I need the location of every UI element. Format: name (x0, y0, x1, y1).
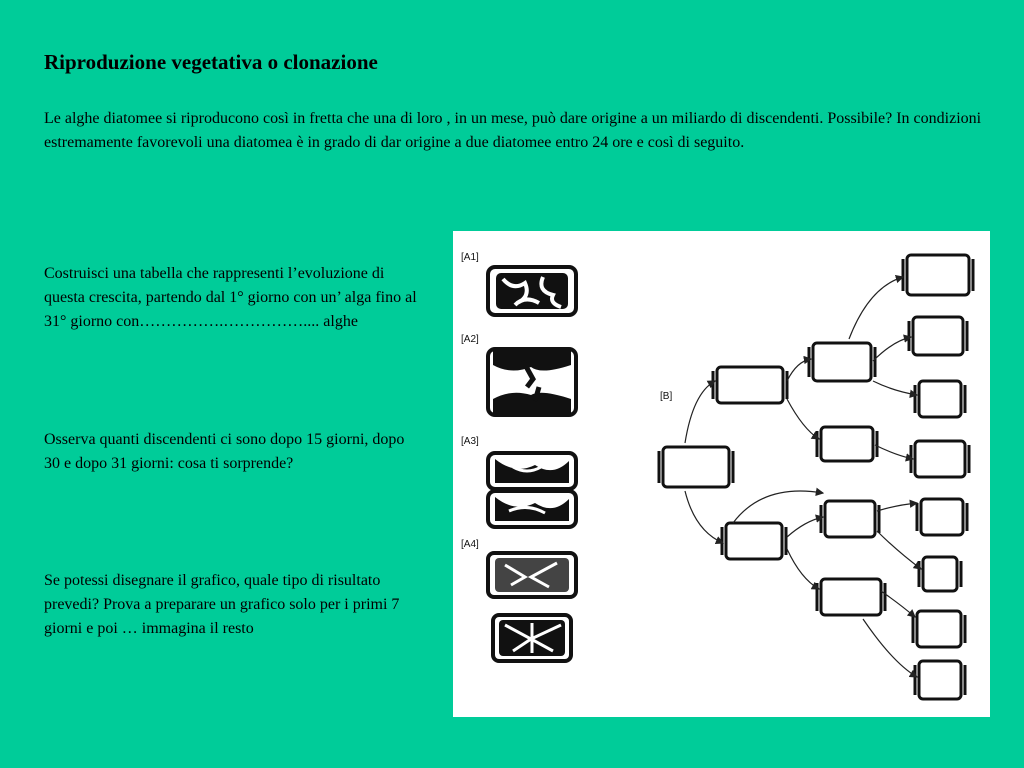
diatom-division-figure (453, 231, 990, 717)
diatom-a1-icon (488, 267, 576, 315)
division-tree-diagram (659, 255, 973, 699)
task-count-paragraph: Osserva quanti discendenti ci sono dopo 15 giorni, dopo 30 e dopo 31 giorni: cosa ti sorprende? (44, 431, 405, 472)
label-b: [B] (660, 391, 673, 402)
label-a2: [A2] (461, 334, 479, 345)
slide-title: Riproduzione vegetativa o clonazione (44, 50, 378, 74)
task-graph-paragraph: Se potessi disegnare il grafico, quale tipo di risultato prevedi? Prova a preparare un grafico solo per i primi 7 giorni e poi … immagina il resto (44, 572, 400, 637)
label-a3: [A3] (461, 436, 479, 447)
intro-paragraph: Le alghe diatomee si riproducono così in fretta che una di loro , in un mese, può dare origine a un miliardo di discendenti. Possibile? In condizioni estremamente favorevoli una diatomea è in grado di dar origine a due diatomee entro 24 ore e così di seguito. (44, 110, 982, 151)
task-table-paragraph: Costruisci una tabella che rappresenti l’evoluzione di questa crescita, partendo dal 1° giorno con un’ alga fino al 31° giorno con…………….…………….... alghe (44, 265, 417, 330)
diatom-a2-icon (488, 349, 576, 415)
diatom-a3-icon (488, 453, 576, 527)
label-a4: [A4] (461, 539, 479, 550)
diatom-a4-icon (488, 553, 576, 661)
label-a1: [A1] (461, 252, 479, 263)
